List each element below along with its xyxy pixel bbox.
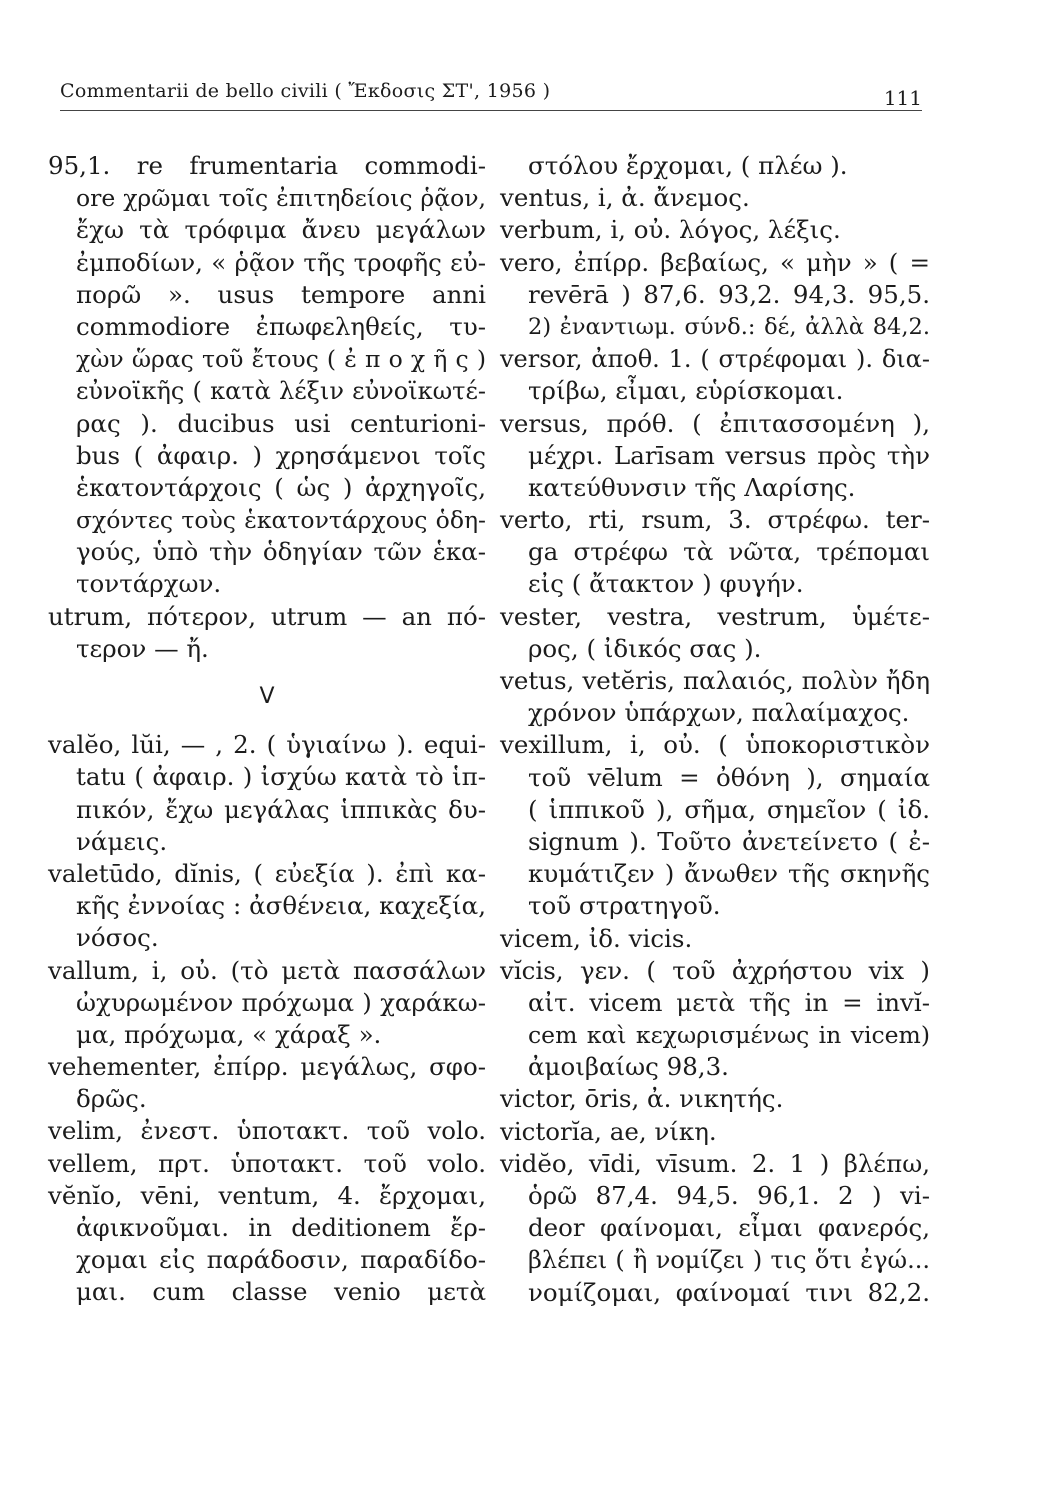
spacer (48, 665, 486, 681)
running-header (60, 76, 922, 111)
text-line: deor φαίνομαι, εἶμαι φανερός, (528, 1213, 930, 1243)
text-line: εἰς ( ἄτακτον ) φυγήν. (528, 569, 804, 599)
spacer (48, 713, 486, 729)
page-number: 111 (883, 86, 922, 110)
text-line: σχόντες τοὺς ἑκατοντάρχους ὁδη- (76, 506, 486, 535)
text-line: πικόν, ἔχω μεγάλας ἱππικὰς δυ- (76, 794, 486, 824)
section-letter-heading: V (259, 684, 275, 709)
text-line: τρίβω, εἶμαι, εὑρίσκομαι. (528, 376, 844, 406)
text-line: ( ἱππικοῦ ), σῆμα, σημεῖον ( ἰδ. (528, 794, 930, 824)
text-line: αἰτ. vicem μετὰ τῆς in = invĭ- (528, 987, 930, 1017)
entry-line: vetus, vetĕris, παλαιός, πολὺν ἤδη (500, 666, 930, 695)
entry-line: vidĕo, vīdi, vīsum. 2. 1 ) βλέπω, (500, 1148, 930, 1178)
text-line: ga στρέφω τὰ νῶτα, τρέπομαι (528, 537, 930, 567)
text-line: 2) ἐναντιωμ. σύνδ.: δέ, ἀλλὰ 84,2. (528, 313, 930, 340)
text-line: χρόνον ὑπάρχων, παλαίμαχος. (528, 698, 910, 728)
entry-line: verbum, i, οὐ. λόγος, λέξις. (500, 215, 841, 245)
text-line: ἐμποδίων, « ῥᾷον τῆς τροφῆς εὐ- (76, 247, 486, 277)
entry-line: valĕo, lŭi, — , 2. ( ὑγιαίνω ). equi- (48, 730, 486, 760)
text-line: μα, πρόχωμα, « χάραξ ». (76, 1019, 382, 1049)
entry-line: vĕnĭo, vēni, ventum, 4. ἔρχομαι, (48, 1180, 486, 1210)
text-line: τοῦ vēlum = ὀθόνη ), σημαία (528, 762, 930, 792)
entry-line: vallum, i, οὐ. (τὸ μετὰ πασσάλων (48, 955, 486, 985)
entry-line: vĭcis, γεν. ( τοῦ ἀχρήστου vix ) (500, 955, 930, 985)
text-line: 95,1. re frumentaria commodi- (48, 151, 486, 180)
text-line: ὁρῶ 87,4. 94,5. 96,1. 2 ) vi- (528, 1181, 930, 1210)
text-line: ἑκατοντάρχοις ( ὡς ) ἀρχηγοῖς, (76, 472, 486, 502)
text-line: τερον — ἤ. (76, 633, 209, 663)
text-line: bus ( ἀφαιρ. ) χρησάμενοι τοῖς (76, 440, 486, 470)
text-line: μέχρι. Larīsam versus πρὸς τὴν (528, 440, 930, 470)
running-title: Commentarii de bello civili ( Ἔκδοσις ΣΤ', 1956 ) (60, 80, 551, 102)
entry-line: vehementer, ἐπίρρ. μεγάλως, σφο- (48, 1052, 486, 1082)
text-line: τοντάρχων. (76, 569, 222, 599)
text-line: ἀμοιβαίως 98,3. (528, 1052, 729, 1082)
entry-line: vellem, πρτ. ὑποτακτ. τοῦ volo. (48, 1148, 486, 1178)
text-line: κυμάτιζεν ) ἄνωθεν τῆς σκηνῆς (528, 859, 930, 889)
entry-line: victor, ōris, ἀ. νικητής. (500, 1084, 784, 1114)
text-line: κῆς ἐννοίας : ἀσθένεια, καχεξία, (76, 891, 486, 921)
text-line: signum ). Τοῦτο ἀνετείνετο ( ἐ- (528, 826, 930, 856)
entry-line: versor, ἀποθ. 1. ( στρέφομαι ). δια- (500, 345, 930, 374)
text-line: νάμεις. (76, 826, 168, 856)
right-column (500, 150, 930, 1309)
entry-line: valetūdo, dĭnis, ( εὐεξία ). ἐπὶ κα- (48, 858, 486, 888)
entry-line: verto, rti, rsum, 3. στρέφω. ter- (500, 505, 930, 535)
entry-line: vester, vestra, vestrum, ὑμέτε- (500, 601, 930, 631)
text-line: νομίζομαι, φαίνομαί τινι 82,2. (528, 1277, 930, 1307)
text-line: εὐνοϊκῆς ( κατὰ λέξιν εὐνοϊκωτέ- (76, 377, 486, 406)
text-line: τοῦ στρατηγοῦ. (528, 891, 721, 921)
entry-line: vexillum, i, οὐ. ( ὑποκοριστικὸν (500, 730, 930, 760)
text-line: κατεύθυνσιν τῆς Λαρίσης. (528, 472, 856, 502)
text-line: νόσος. (76, 923, 159, 953)
text-line: βλέπει ( ἢ νομίζει ) τις ὅτι ἐγώ... (528, 1246, 930, 1275)
entry-line: vicem, ἰδ. vicis. (500, 923, 693, 953)
entry-line: victorĭa, ae, νίκη. (500, 1116, 717, 1146)
entry-line: vero, ἐπίρρ. βεβαίως, « μὴν » ( = (500, 247, 930, 277)
entry-line: versus, πρόθ. ( ἐπιτασσομένη ), (500, 408, 930, 438)
text-line: tatu ( ἀφαιρ. ) ἰσχύω κατὰ τὸ ἱπ- (76, 762, 486, 792)
text-line: μαι. cum classe venio μετὰ (76, 1277, 486, 1307)
text-line: πορῶ ». usus tempore anni (76, 279, 486, 309)
text-line: cem καὶ κεχωρισμένως in vicem) (528, 1021, 930, 1050)
text-line: χὼν ὥρας τοῦ ἔτους ( ἐ π ο χ ῆ ς ) (76, 345, 486, 374)
text-line: γούς, ὑπὸ τὴν ὁδηγίαν τῶν ἑκα- (76, 537, 486, 567)
entry-line: ventus, i, ἀ. ἄνεμος. (500, 183, 750, 213)
text-line: ρας ). ducibus usi centurioni- (76, 408, 486, 438)
text-line: ἔχω τὰ τρόφιμα ἄνευ μεγάλων (76, 215, 486, 245)
text-line: commodiore ἐπωφεληθείς, τυ- (76, 311, 486, 341)
text-line: ὠχυρωμένον πρόχωμα ) χαράκω- (76, 987, 486, 1017)
text-line: ore χρῶμαι τοῖς ἐπιτηδείοις ῥᾷον, (76, 184, 486, 213)
text-line: δρῶς. (76, 1084, 147, 1114)
entry-line: utrum, πότερον, utrum — an πό- (48, 601, 486, 631)
entry-line: velim, ἐνεστ. ὑποτακτ. τοῦ volo. (48, 1116, 486, 1146)
text-line: ἀφικνοῦμαι. in deditionem ἔρ- (76, 1213, 486, 1242)
text-line: στόλου ἔρχομαι, ( πλέω ). (528, 151, 848, 180)
text-line: ρος, ( ἰδικός σας ). (528, 633, 762, 663)
left-column (48, 150, 486, 1309)
text-line: revērā ) 87,6. 93,2. 94,3. 95,5. (528, 279, 930, 309)
text-line: χομαι εἰς παράδοσιν, παραδίδο- (76, 1245, 486, 1275)
